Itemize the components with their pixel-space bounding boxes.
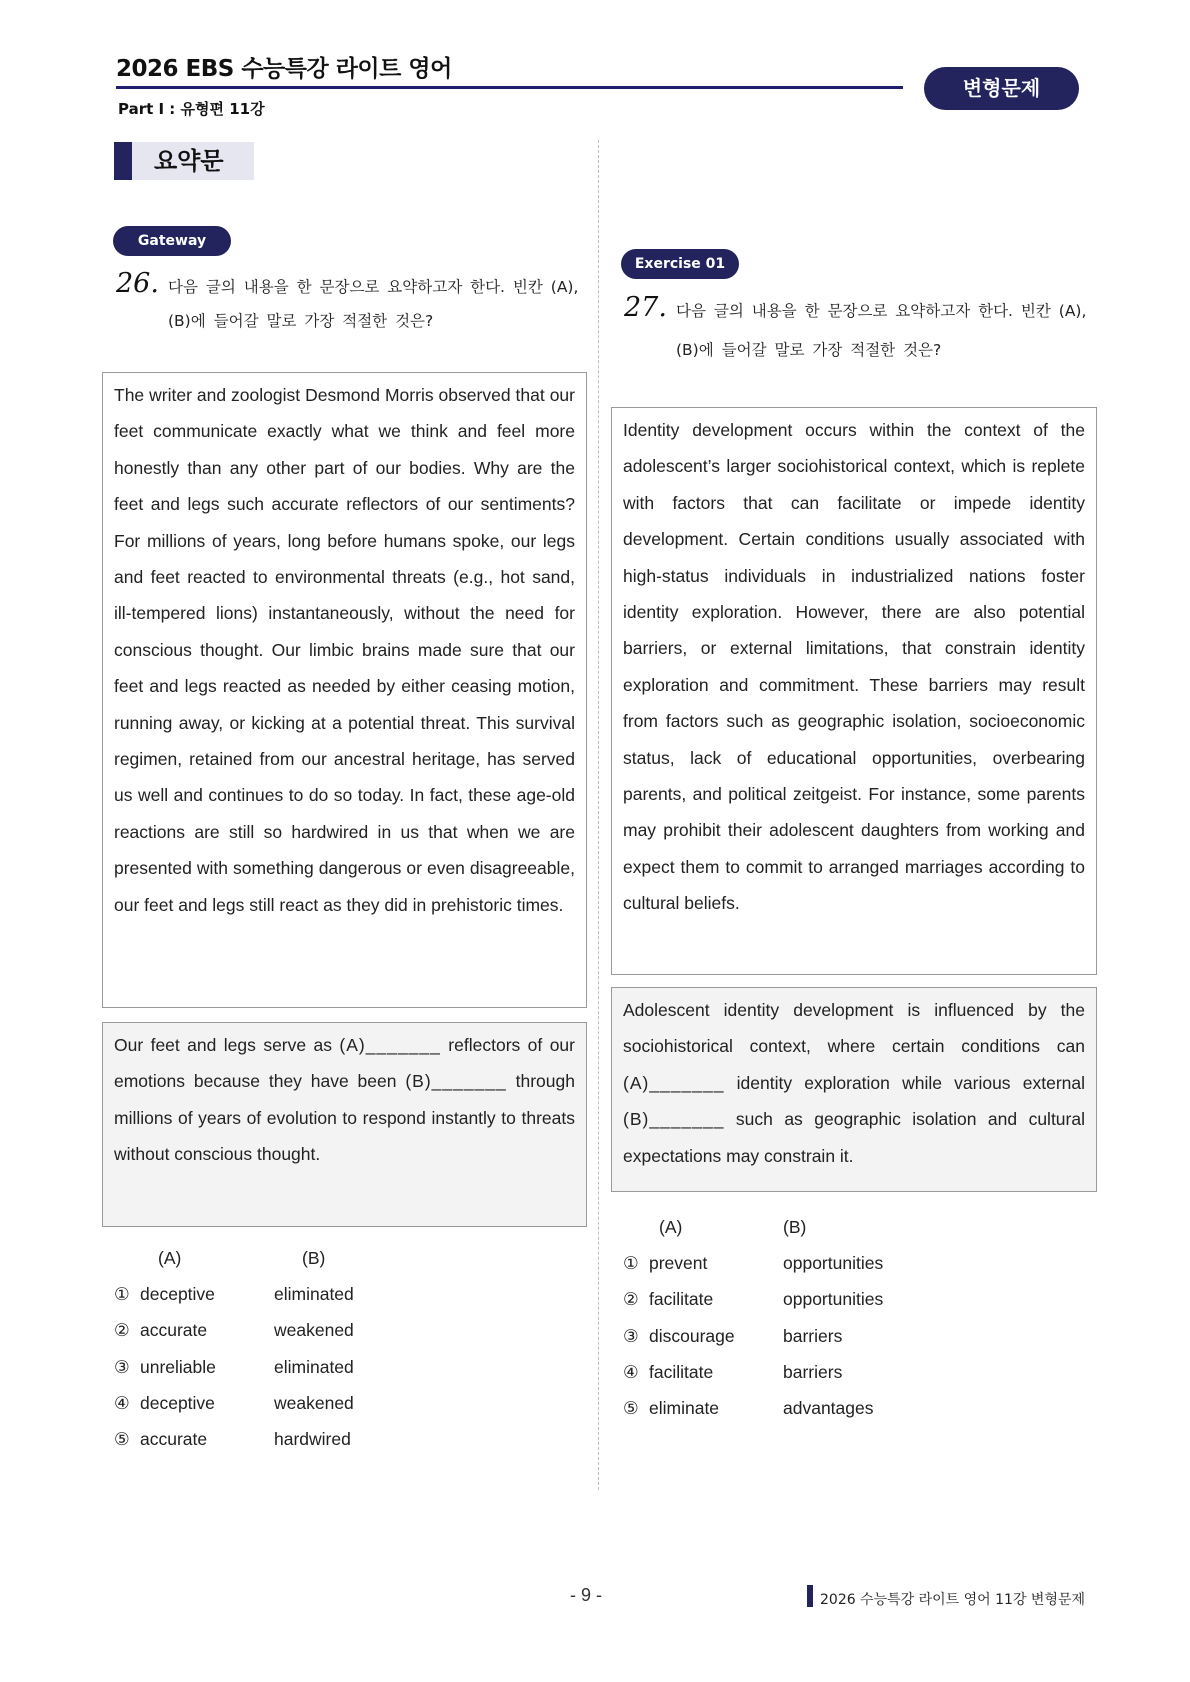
choice-a-value: discourage: [649, 1325, 735, 1346]
choices-26-header-a: (A): [158, 1248, 182, 1268]
choice-b-value: advantages: [783, 1398, 874, 1419]
choice-number: ①: [623, 1253, 639, 1273]
variant-badge: 변형문제: [924, 67, 1079, 110]
question-number-26: 26.: [116, 268, 159, 299]
summary-26-part1: Our feet and legs serve as: [114, 1035, 340, 1055]
blank-a-26: (A)_______: [339, 1035, 441, 1055]
choice-26-2[interactable]: [114, 1312, 514, 1348]
choices-26: [114, 1240, 514, 1457]
choice-26-5[interactable]: [114, 1421, 514, 1457]
choice-a-value: prevent: [649, 1253, 708, 1273]
choice-number: ⑤: [114, 1429, 130, 1450]
footer-accent-bar: [807, 1585, 813, 1607]
choice-a-value: accurate: [140, 1320, 208, 1341]
question-number-27: 27.: [624, 292, 667, 323]
choice-26-3[interactable]: [114, 1349, 514, 1385]
question-prompt-26-line1: 다음 글의 내용을 한 문장으로 요약하고자 한다. 빈칸 (A),: [168, 278, 579, 296]
gateway-tag: Gateway: [113, 226, 231, 256]
choice-number: ⑤: [623, 1398, 639, 1419]
choice-27-3[interactable]: [623, 1318, 1023, 1354]
choice-number: ③: [623, 1325, 639, 1346]
blank-b-26: (B)_______: [405, 1071, 507, 1092]
question-prompt-27-line2: (B)에 들어갈 말로 가장 적절한 것은?: [676, 341, 942, 359]
choice-number: ④: [114, 1392, 130, 1413]
choice-26-1[interactable]: [114, 1276, 514, 1312]
page-number: - 9 -: [570, 1585, 603, 1605]
choice-a-value: eliminate: [649, 1398, 720, 1419]
choices-27-header-b: (B): [783, 1217, 807, 1237]
choice-27-5[interactable]: [623, 1390, 1023, 1426]
question-prompt-27-line1: 다음 글의 내용을 한 문장으로 요약하고자 한다. 빈칸 (A),: [676, 302, 1087, 320]
choice-a-value: facilitate: [649, 1361, 714, 1382]
section-title: 요약문: [114, 142, 254, 180]
choice-number: ④: [623, 1361, 639, 1382]
choice-b-value: eliminated: [274, 1284, 354, 1304]
choice-b-value: opportunities: [783, 1253, 884, 1273]
choice-b-value: barriers: [783, 1361, 843, 1382]
question-prompt-26-line2: (B)에 들어갈 말로 가장 적절한 것은?: [168, 312, 434, 330]
passage-26: The writer and zoologist Desmond Morris observed that our feet communicate exactly what we think and feel more honestly than any other part of our bodies. Why are the feet and legs such accurate reflectors of our sentiments? For millions of years, long before humans spoke, our legs and feet reacted to environmental threats (e.g., hot sand, ill-tempered lions) instantaneously, without the need for conscious thought. Our limbic brains made sure that our feet and legs reacted as needed by either ceasing motion, running away, or kicking at a potential threat. This survival regimen, retained from our ancestral heritage, has served us well and continues to do so today. In fact, these age-old reactions are still so hardwired in us that when we are presented with something dangerous or even disagreeable, our feet and legs still react as they did in prehistoric times.: [102, 372, 587, 1008]
header-rule: [116, 86, 903, 89]
choice-27-1[interactable]: [623, 1245, 1023, 1281]
exercise-tag: Exercise 01: [621, 249, 739, 279]
choice-number: ①: [114, 1284, 130, 1304]
choice-27-4[interactable]: [623, 1354, 1023, 1390]
choice-a-value: unreliable: [140, 1356, 216, 1377]
blank-b-27: (B)_______: [623, 1109, 725, 1130]
choice-b-value: weakened: [274, 1392, 354, 1413]
choices-26-header-b: (B): [302, 1248, 326, 1268]
choices-27: [623, 1209, 1023, 1426]
choice-b-value: eliminated: [274, 1356, 354, 1377]
choice-b-value: weakened: [274, 1320, 354, 1341]
footer-text: 2026 수능특강 라이트 영어 11강 변형문제: [820, 1592, 1086, 1608]
blank-a-27: (A)_______: [623, 1072, 725, 1093]
summary-27-part3: such as geographic isolation and cultural expectations may constrain it.: [623, 1109, 1085, 1166]
choice-a-value: facilitate: [649, 1289, 714, 1310]
summary-27: [611, 987, 1097, 1192]
choice-a-value: deceptive: [140, 1284, 215, 1304]
choices-27-header-a: (A): [659, 1217, 683, 1237]
summary-27-part1: Adolescent identity development is influenced by the sociohistorical context, where certain conditions can: [623, 1000, 1085, 1057]
summary-26-part2: reflectors of our emotions because they have been: [114, 1035, 575, 1092]
choice-b-value: opportunities: [783, 1289, 884, 1310]
choice-number: ②: [623, 1289, 639, 1310]
document-title: 2026 EBS 수능특강 라이트 영어: [116, 56, 452, 82]
choice-b-value: hardwired: [274, 1429, 351, 1450]
choice-a-value: deceptive: [140, 1392, 215, 1413]
summary-26-part3: through millions of years of evolution to respond instantly to threats without conscious thought.: [114, 1071, 575, 1165]
summary-26: [102, 1022, 587, 1227]
summary-27-part2: identity exploration while various external: [724, 1072, 1085, 1093]
choice-number: ③: [114, 1356, 130, 1377]
column-divider: [598, 140, 599, 1490]
choice-27-2[interactable]: [623, 1281, 1023, 1317]
choice-b-value: barriers: [783, 1325, 843, 1346]
choice-26-4[interactable]: [114, 1385, 514, 1421]
choice-number: ②: [114, 1320, 130, 1341]
passage-27: Identity development occurs within the context of the adolescent’s larger sociohistorical context, which is replete with factors that can facilitate or impede identity development. Certain conditions usually associated with high-status individuals in industrialized nations foster identity exploration. However, there are also potential barriers, or external limitations, that constrain identity exploration and commitment. These barriers may result from factors such as geographic isolation, socioeconomic status, lack of educational opportunities, overbearing parents, and political zeitgeist. For instance, some parents may prohibit their adolescent daughters from working and expect them to commit to arranged marriages according to cultural beliefs.: [611, 407, 1097, 975]
choice-a-value: accurate: [140, 1429, 208, 1450]
document-subtitle: Part Ⅰ : 유형편 11강: [118, 100, 265, 118]
